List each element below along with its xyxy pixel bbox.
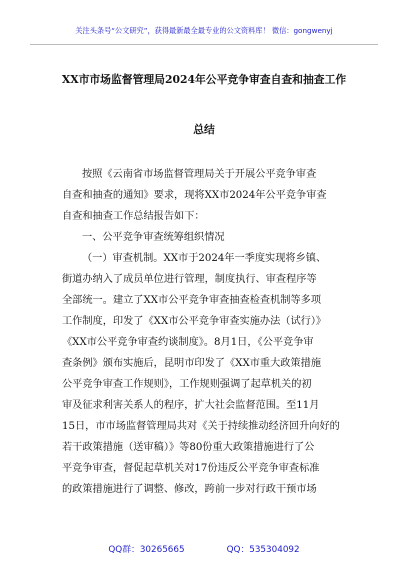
body-line: 自查和抽查工作总结报告如下： [62,211,205,222]
body-line: 15日，市市场监督管理局共对《关于持续推动经济回升向好的 [62,421,340,432]
body-line: 的政策措施进行了调整、修改，跨前一步对行政干预市场 [62,484,317,495]
body-line: 平竞争审查，督促起草机关对17份违反公平竞争审查标准 [62,463,320,474]
document-title: XX市市场监督管理局2024年公平竞争审查自查和抽查工作 [61,73,347,86]
section-heading: 一、公平竞争审查统筹组织情况 [82,232,225,243]
body-line: 若干政策措施（送审稿）》等80份重大政策措施进行了公 [62,442,315,453]
promo-header: 关注头条号“公文研究”，获得最新最全最专业的公文资料库！ 微信：gongwenyj [75,26,333,35]
body-line: 公平竞争审查工作规则》，工作规则强调了起草机关的初 [62,379,312,390]
contact-footer [0,542,408,555]
body-line: 《XX市公平竞争审查约谈制度》。8月1日，《公平竞争审 [62,337,314,348]
document-body [62,164,352,500]
qq-group-text: QQ群：30265665 [108,545,185,555]
document-title-continued: 总结 [193,123,215,136]
body-line: （一）审查机制。XX市于2024年一季度实现将乡镇、 [82,253,327,264]
header-divider [30,44,378,45]
qq-contact-text: QQ：535304092 [226,545,300,555]
body-line: 查条例》颁布实施后，昆明市印发了《XX市重大政策措施 [62,358,322,369]
body-line: 全部统一。建立了XX市公平竞争审查抽查检查机制等多项 [62,295,322,306]
body-line: 工作制度，印发了《XX市公平竞争审查实施办法（试行）》 [62,316,327,327]
body-line: 按照《云南省市场监督管理局关于开展公平竞争审查 [82,169,317,180]
body-line: 自查和抽查的通知》要求，现将XX市2024年公平竞争审查 [62,190,327,201]
body-line: 审及征求利害关系人的程序，扩大社会监督范围。至11月 [62,400,320,411]
body-line: 街道办纳入了成员单位进行管理，制度执行、审查程序等 [62,274,317,285]
